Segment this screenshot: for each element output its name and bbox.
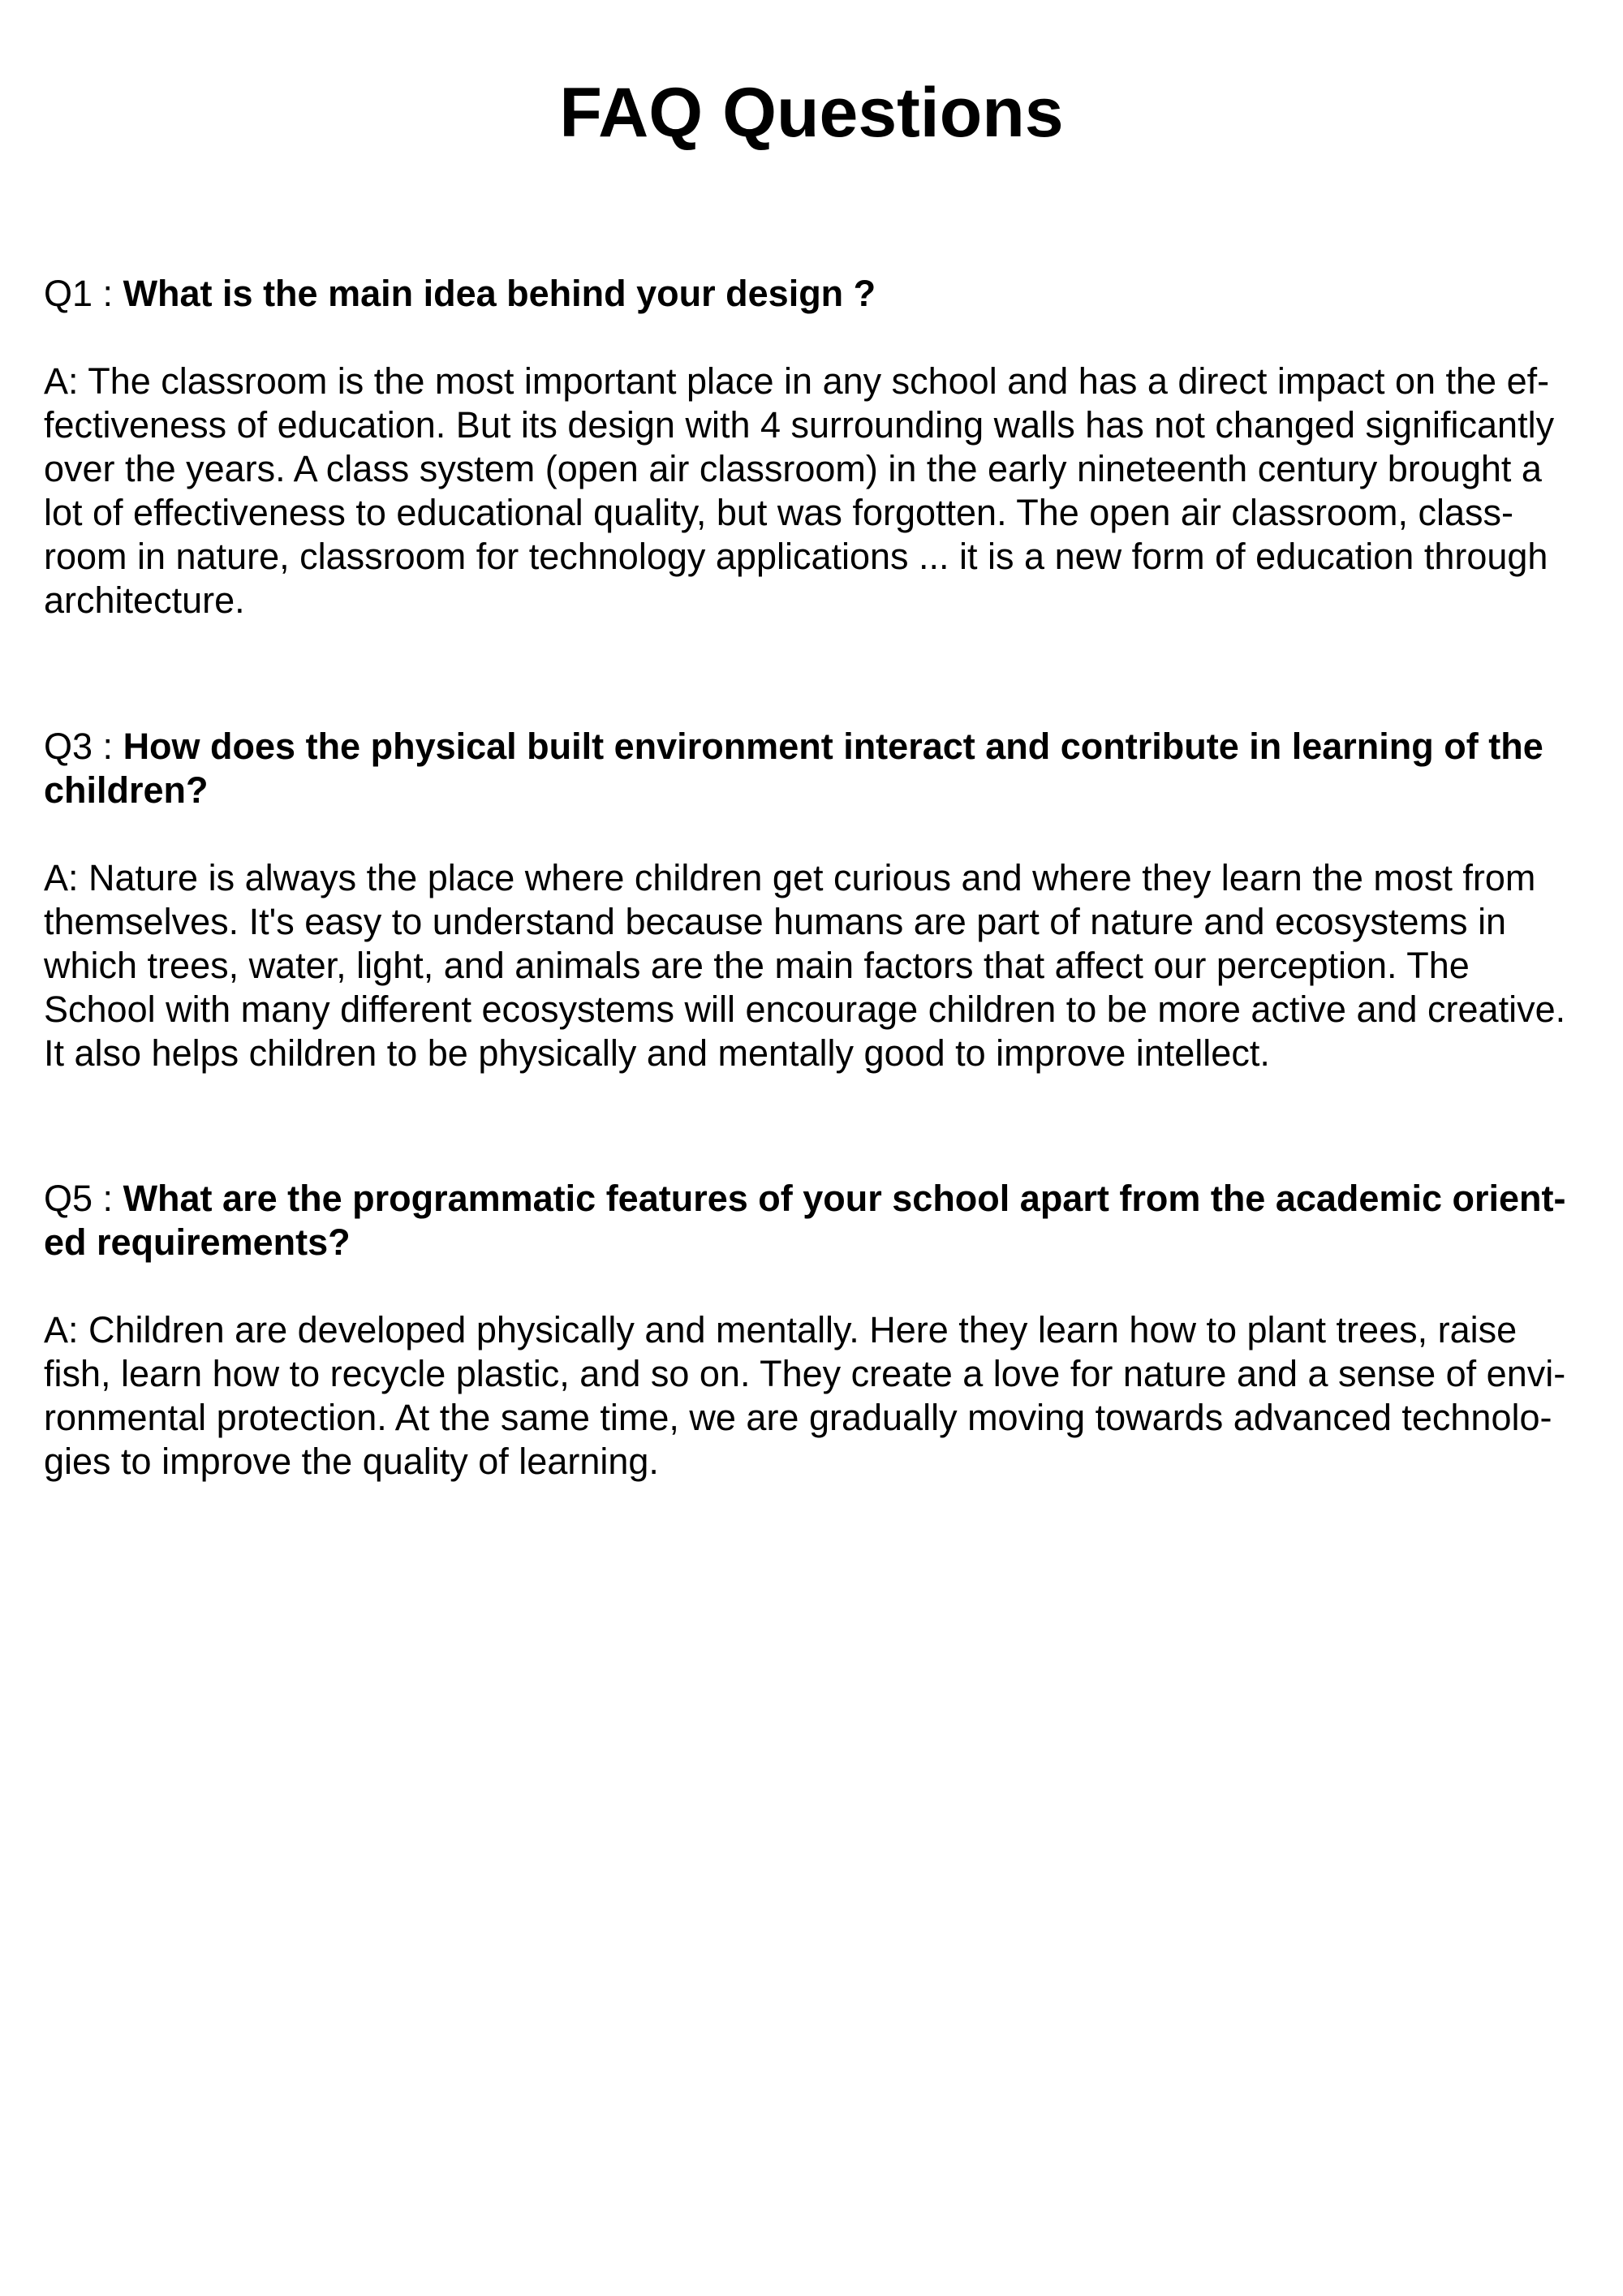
answer-q1 <box>44 360 1569 622</box>
question-text: How does the physical built environment interact and contribute in learning of the <box>123 726 1543 767</box>
answer-q5 <box>44 1308 1569 1484</box>
question-text: What are the programmatic features of your school apart from the academic orient- <box>123 1178 1566 1219</box>
answer-line: It also helps children to be physically and mentally good to improve intellect. <box>44 1032 1270 1074</box>
answer-line: gies to improve the quality of learning. <box>44 1441 659 1482</box>
answer-q3 <box>44 856 1569 1075</box>
question-label: Q1 : <box>44 273 114 314</box>
answer-line: A: The classroom is the most important place in any school and has a direct impact on the ef- <box>44 360 1550 402</box>
answer-line: ronmental protection. At the same time, we are gradually moving towards advanced technolo- <box>44 1397 1552 1438</box>
faq-item-q5 <box>44 1177 1569 1484</box>
faq-item-q3 <box>44 725 1569 1075</box>
question-text: ed requirements? <box>44 1221 351 1263</box>
answer-line: School with many different ecosystems will encourage children to be more active and creative. <box>44 989 1566 1030</box>
answer-line: which trees, water, light, and animals are the main factors that affect our perception. The <box>44 945 1470 986</box>
question-q3 <box>44 725 1569 812</box>
question-q1 <box>44 272 1569 316</box>
answer-line: room in nature, classroom for technology applications ... it is a new form of education through <box>44 536 1548 577</box>
page-title: FAQ Questions <box>559 74 1064 152</box>
answer-line: fish, learn how to recycle plastic, and so on. They create a love for nature and a sense of envi- <box>44 1353 1566 1394</box>
faq-item-q1 <box>44 272 1569 622</box>
question-text: children? <box>44 769 209 811</box>
answer-line: A: Nature is always the place where children get curious and where they learn the most from <box>44 857 1536 898</box>
answer-line: themselves. It's easy to understand because humans are part of nature and ecosystems in <box>44 901 1507 942</box>
question-text: What is the main idea behind your design ? <box>123 273 876 314</box>
answer-line: fectiveness of education. But its design with 4 surrounding walls has not changed significantly <box>44 404 1555 446</box>
answer-line: A: Children are developed physically and mentally. Here they learn how to plant trees, raise <box>44 1309 1518 1350</box>
question-label: Q5 : <box>44 1178 114 1219</box>
question-q5 <box>44 1177 1569 1264</box>
question-label: Q3 : <box>44 726 114 767</box>
answer-line: lot of effectiveness to educational quality, but was forgotten. The open air classroom, class- <box>44 492 1513 533</box>
answer-line: architecture. <box>44 579 245 621</box>
answer-line: over the years. A class system (open air classroom) in the early nineteenth century brought a <box>44 448 1542 489</box>
